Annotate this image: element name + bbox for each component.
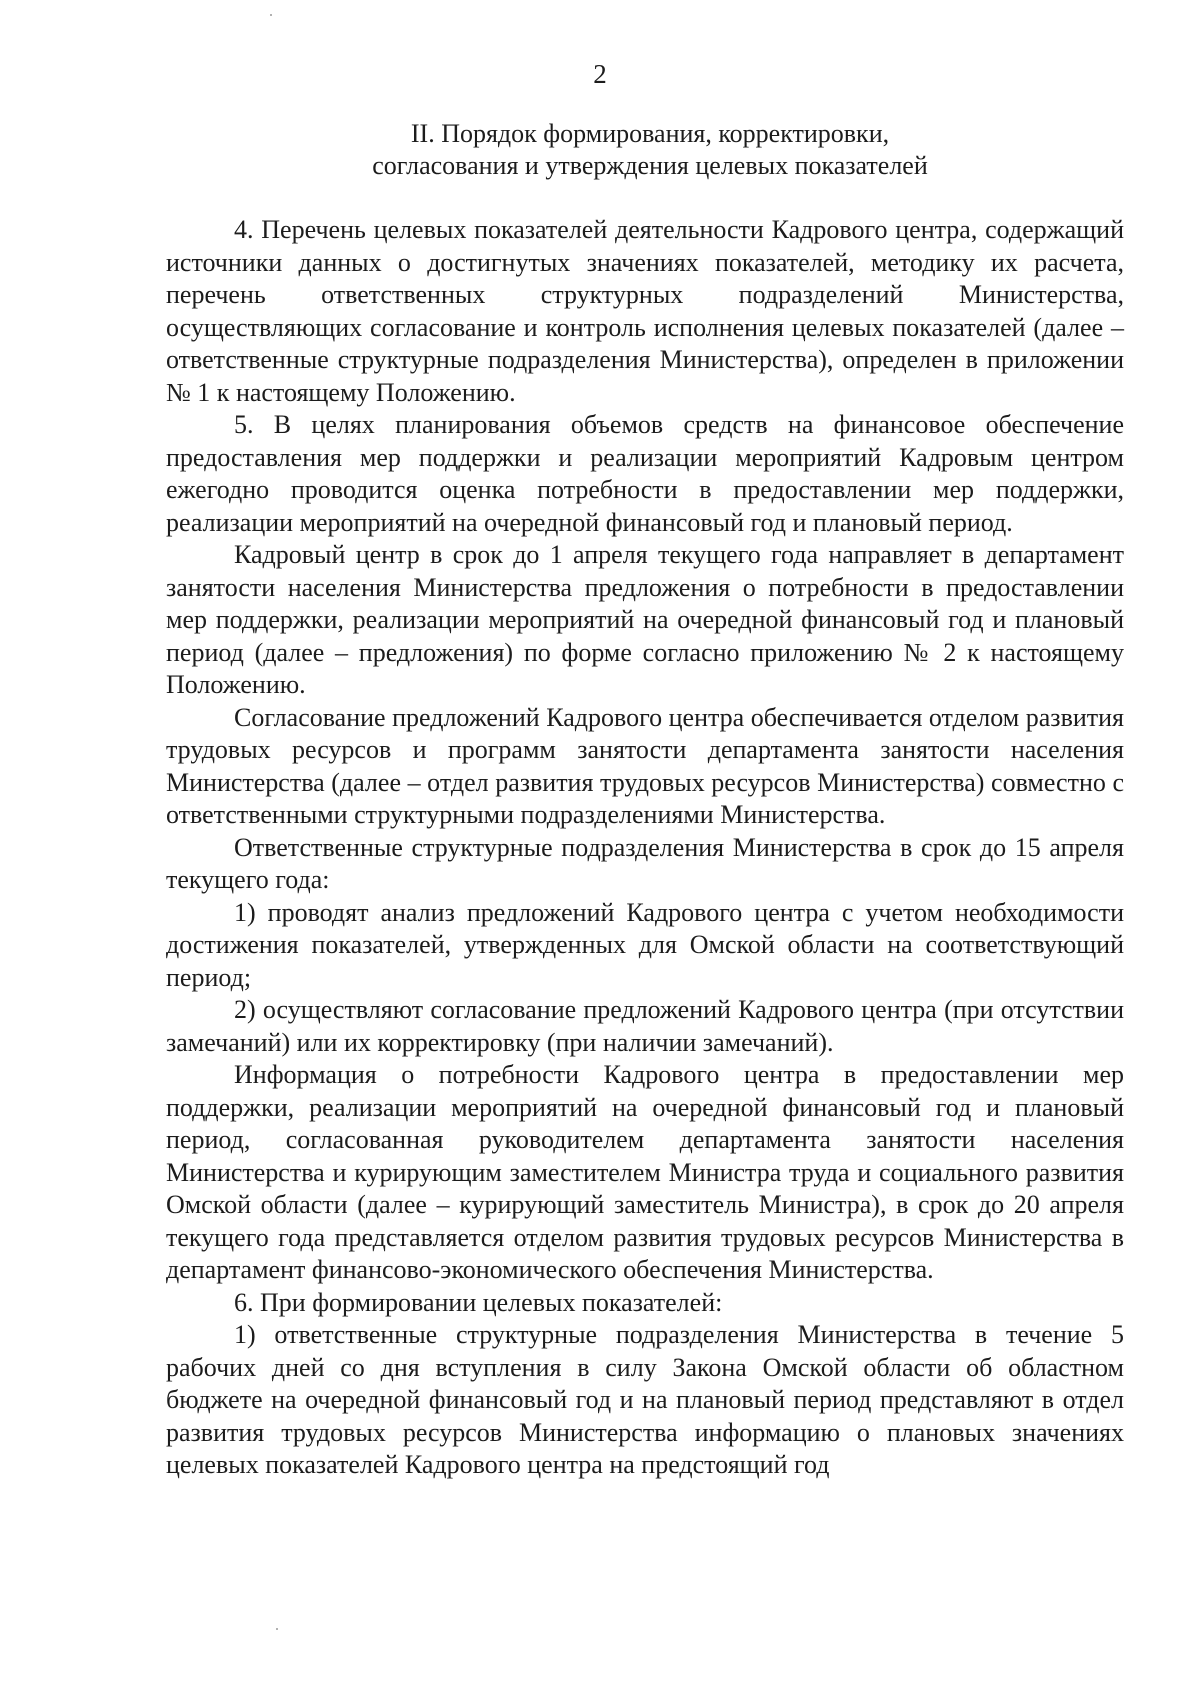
section-heading-line-2: согласования и утверждения целевых показателей (372, 151, 928, 180)
page-number: 2 (593, 59, 607, 89)
scan-speck (270, 14, 272, 16)
body-text (166, 214, 1124, 1482)
paragraph-6: 6. При формировании целевых показателей: (234, 1287, 723, 1317)
paragraph-5-approval: Согласование предложений Кадрового центра обеспечивается отделом развития трудовых ресурсов и программ занятости департамента занятости населения Министерства (далее – отдел развития трудовых ресурсов Министерства) совместно с ответственными структурными подразделениями Министерства. (166, 702, 1124, 829)
paragraph-4: 4. Перечень целевых показателей деятельности Кадрового центра, содержащий источники данных о достигнутых значениях показателей, методику их расчета, перечень ответственных структурных подразделений Министерства, осуществляющих согласование и контроль исполнения целевых показателей (далее – ответственные структурные подразделения Министерства), определен в приложении № 1 к настоящему Положению. (166, 215, 1124, 407)
scan-speck (276, 1628, 278, 1630)
paragraph-6-item-1: 1) ответственные структурные подразделения Министерства в течение 5 рабочих дней со дня вступления в силу Закона Омской области об областном бюджете на очередной финансовый год и на плановый период представляют в отдел развития трудовых ресурсов Министерства информацию о плановых значениях целевых показателей Кадрового центра на предстоящий год (166, 1320, 1124, 1479)
paragraph-5-deadline: Ответственные структурные подразделения Министерства в срок до 15 апреля текущего года: (166, 832, 1124, 894)
list-item-2: 2) осуществляют согласование предложений Кадрового центра (при отсутствии замечаний) или их корректировку (при наличии замечаний). (166, 995, 1124, 1057)
list-item-1: 1) проводят анализ предложений Кадрового центра с учетом необходимости достижения показателей, утвержденных для Омской области на соответствующий период; (166, 897, 1124, 992)
paragraph-5-information: Информация о потребности Кадрового центра в предоставлении мер поддержки, реализации мероприятий на очередной финансовый год и плановый период, согласованная руководителем департамента занятости населения Министерства и курирующим заместителем Министра труда и социального развития Омской области (далее – курирующий заместитель Министра), в срок до 20 апреля текущего года представляется отделом развития трудовых ресурсов Министерства в департамент финансово-экономического обеспечения Министерства. (166, 1060, 1124, 1284)
paragraph-5: 5. В целях планирования объемов средств на финансовое обеспечение предоставления мер поддержки и реализации мероприятий Кадровым центром ежегодно проводится оценка потребности в предоставлении мер поддержки, реализации мероприятий на очередной финансовый год и плановый период. (166, 410, 1124, 537)
section-heading-line-1: II. Порядок формирования, корректировки, (410, 119, 890, 148)
section-heading (300, 118, 1000, 182)
paragraph-5-proposals: Кадровый центр в срок до 1 апреля текущего года направляет в департамент занятости населения Министерства предложения о потребности в предоставлении мер поддержки, реализации мероприятий на очередной финансовый год и плановый период (далее – предложения) по форме согласно приложению № 2 к настоящему Положению. (166, 540, 1124, 699)
